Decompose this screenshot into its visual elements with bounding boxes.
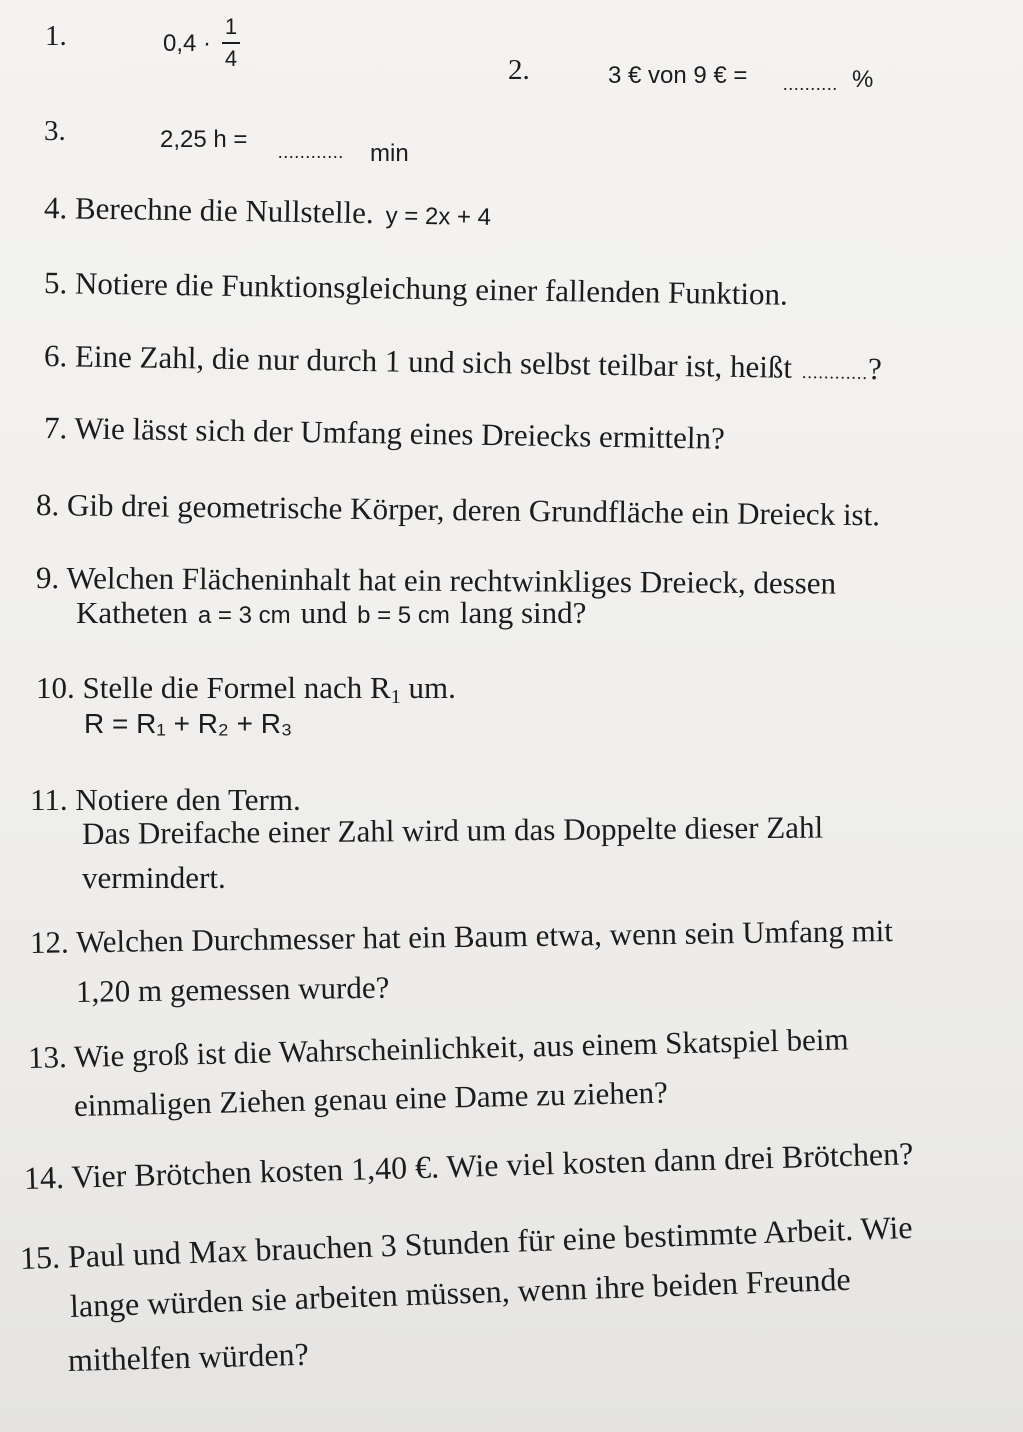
q4-line (44, 190, 492, 233)
q9-text-und: und (300, 595, 348, 630)
q9-question-line1: 9. Welchen Flächeninhalt hat ein rechtwinkliges Dreieck, dessen (35, 560, 837, 601)
q4-question: 4. Berechne die Nullstelle. (43, 190, 374, 231)
q1-fraction-numerator: 1 (224, 14, 238, 39)
q9-question-line2 (76, 595, 586, 631)
q6-answer-blank[interactable]: ............ (801, 361, 869, 383)
q9-side-a: a = 3 cm (197, 602, 291, 629)
q15-question-line3: mithelfen würden? (67, 1335, 310, 1378)
q9-text-katheten: Katheten (76, 595, 188, 630)
q13-question-line2: einmaligen Ziehen genau eine Dame zu ziehen? (73, 1074, 669, 1123)
q10-question (36, 670, 456, 709)
q5-question: 5. Notiere die Funktionsgleichung einer fallenden Funktion. (43, 265, 789, 312)
q12-question-line1: 12. Welchen Durchmesser hat ein Baum etwa, wenn sein Umfang mit (29, 912, 894, 960)
q1-fraction (222, 14, 240, 72)
q11-question-line3: vermindert. (82, 860, 226, 895)
q6-question: 6. Eine Zahl, die nur durch 1 und sich selbst teilbar ist, heißt (43, 338, 793, 385)
q15-question-line1: 15. Paul und Max brauchen 3 Stunden für eine bestimmte Arbeit. Wie (19, 1208, 914, 1276)
q10-text-end: um. (400, 670, 456, 705)
q9-text-lang-sind: lang sind? (459, 595, 587, 630)
q4-formula: y = 2x + 4 (385, 202, 492, 232)
q2-expression: 3 € von 9 € = (608, 62, 748, 89)
q8-question: 8. Gib drei geometrische Körper, deren Grundfläche ein Dreieck ist. (35, 487, 881, 533)
q6-question-mark: ? (867, 350, 883, 387)
q6-line (44, 338, 882, 387)
q1-fraction-bar (222, 42, 240, 44)
q1-fraction-denominator: 4 (224, 46, 238, 71)
q3-number: 3. (44, 115, 66, 147)
q3-answer-blank[interactable]: ............ (278, 142, 344, 162)
q2-number: 2. (508, 54, 530, 86)
q2-answer-blank[interactable]: .......... (783, 74, 838, 94)
q10-text: 10. Stelle die Formel nach R (36, 670, 391, 705)
q11-question-line1: 11. Notiere den Term. (30, 782, 301, 817)
q2-unit: % (852, 66, 874, 93)
q7-question: 7. Wie lässt sich der Umfang eines Dreiecks ermitteln? (43, 410, 726, 456)
q3-unit: min (370, 140, 409, 167)
q1-number: 1. (45, 20, 67, 52)
q13-question-line1: 13. Wie groß ist die Wahrscheinlichkeit, aus einem Skatspiel beim (27, 1021, 849, 1075)
q15-question-line2: lange würden sie arbeiten müssen, wenn ihre beiden Freunde (69, 1260, 852, 1324)
q10-formula: R = R₁ + R₂ + R₃ (84, 708, 293, 739)
q3-expression: 2,25 h = (160, 126, 248, 153)
q14-question: 14. Vier Brötchen kosten 1,40 €. Wie viel kosten dann drei Brötchen? (23, 1135, 914, 1196)
q9-side-b: b = 5 cm (357, 602, 450, 629)
q10-subscript: 1 (390, 686, 401, 709)
q12-question-line2: 1,20 m gemessen wurde? (75, 969, 390, 1009)
q1-lhs: 0,4 · (163, 30, 212, 57)
q11-question-line2: Das Dreifache einer Zahl wird um das Doppelte dieser Zahl (81, 809, 824, 851)
